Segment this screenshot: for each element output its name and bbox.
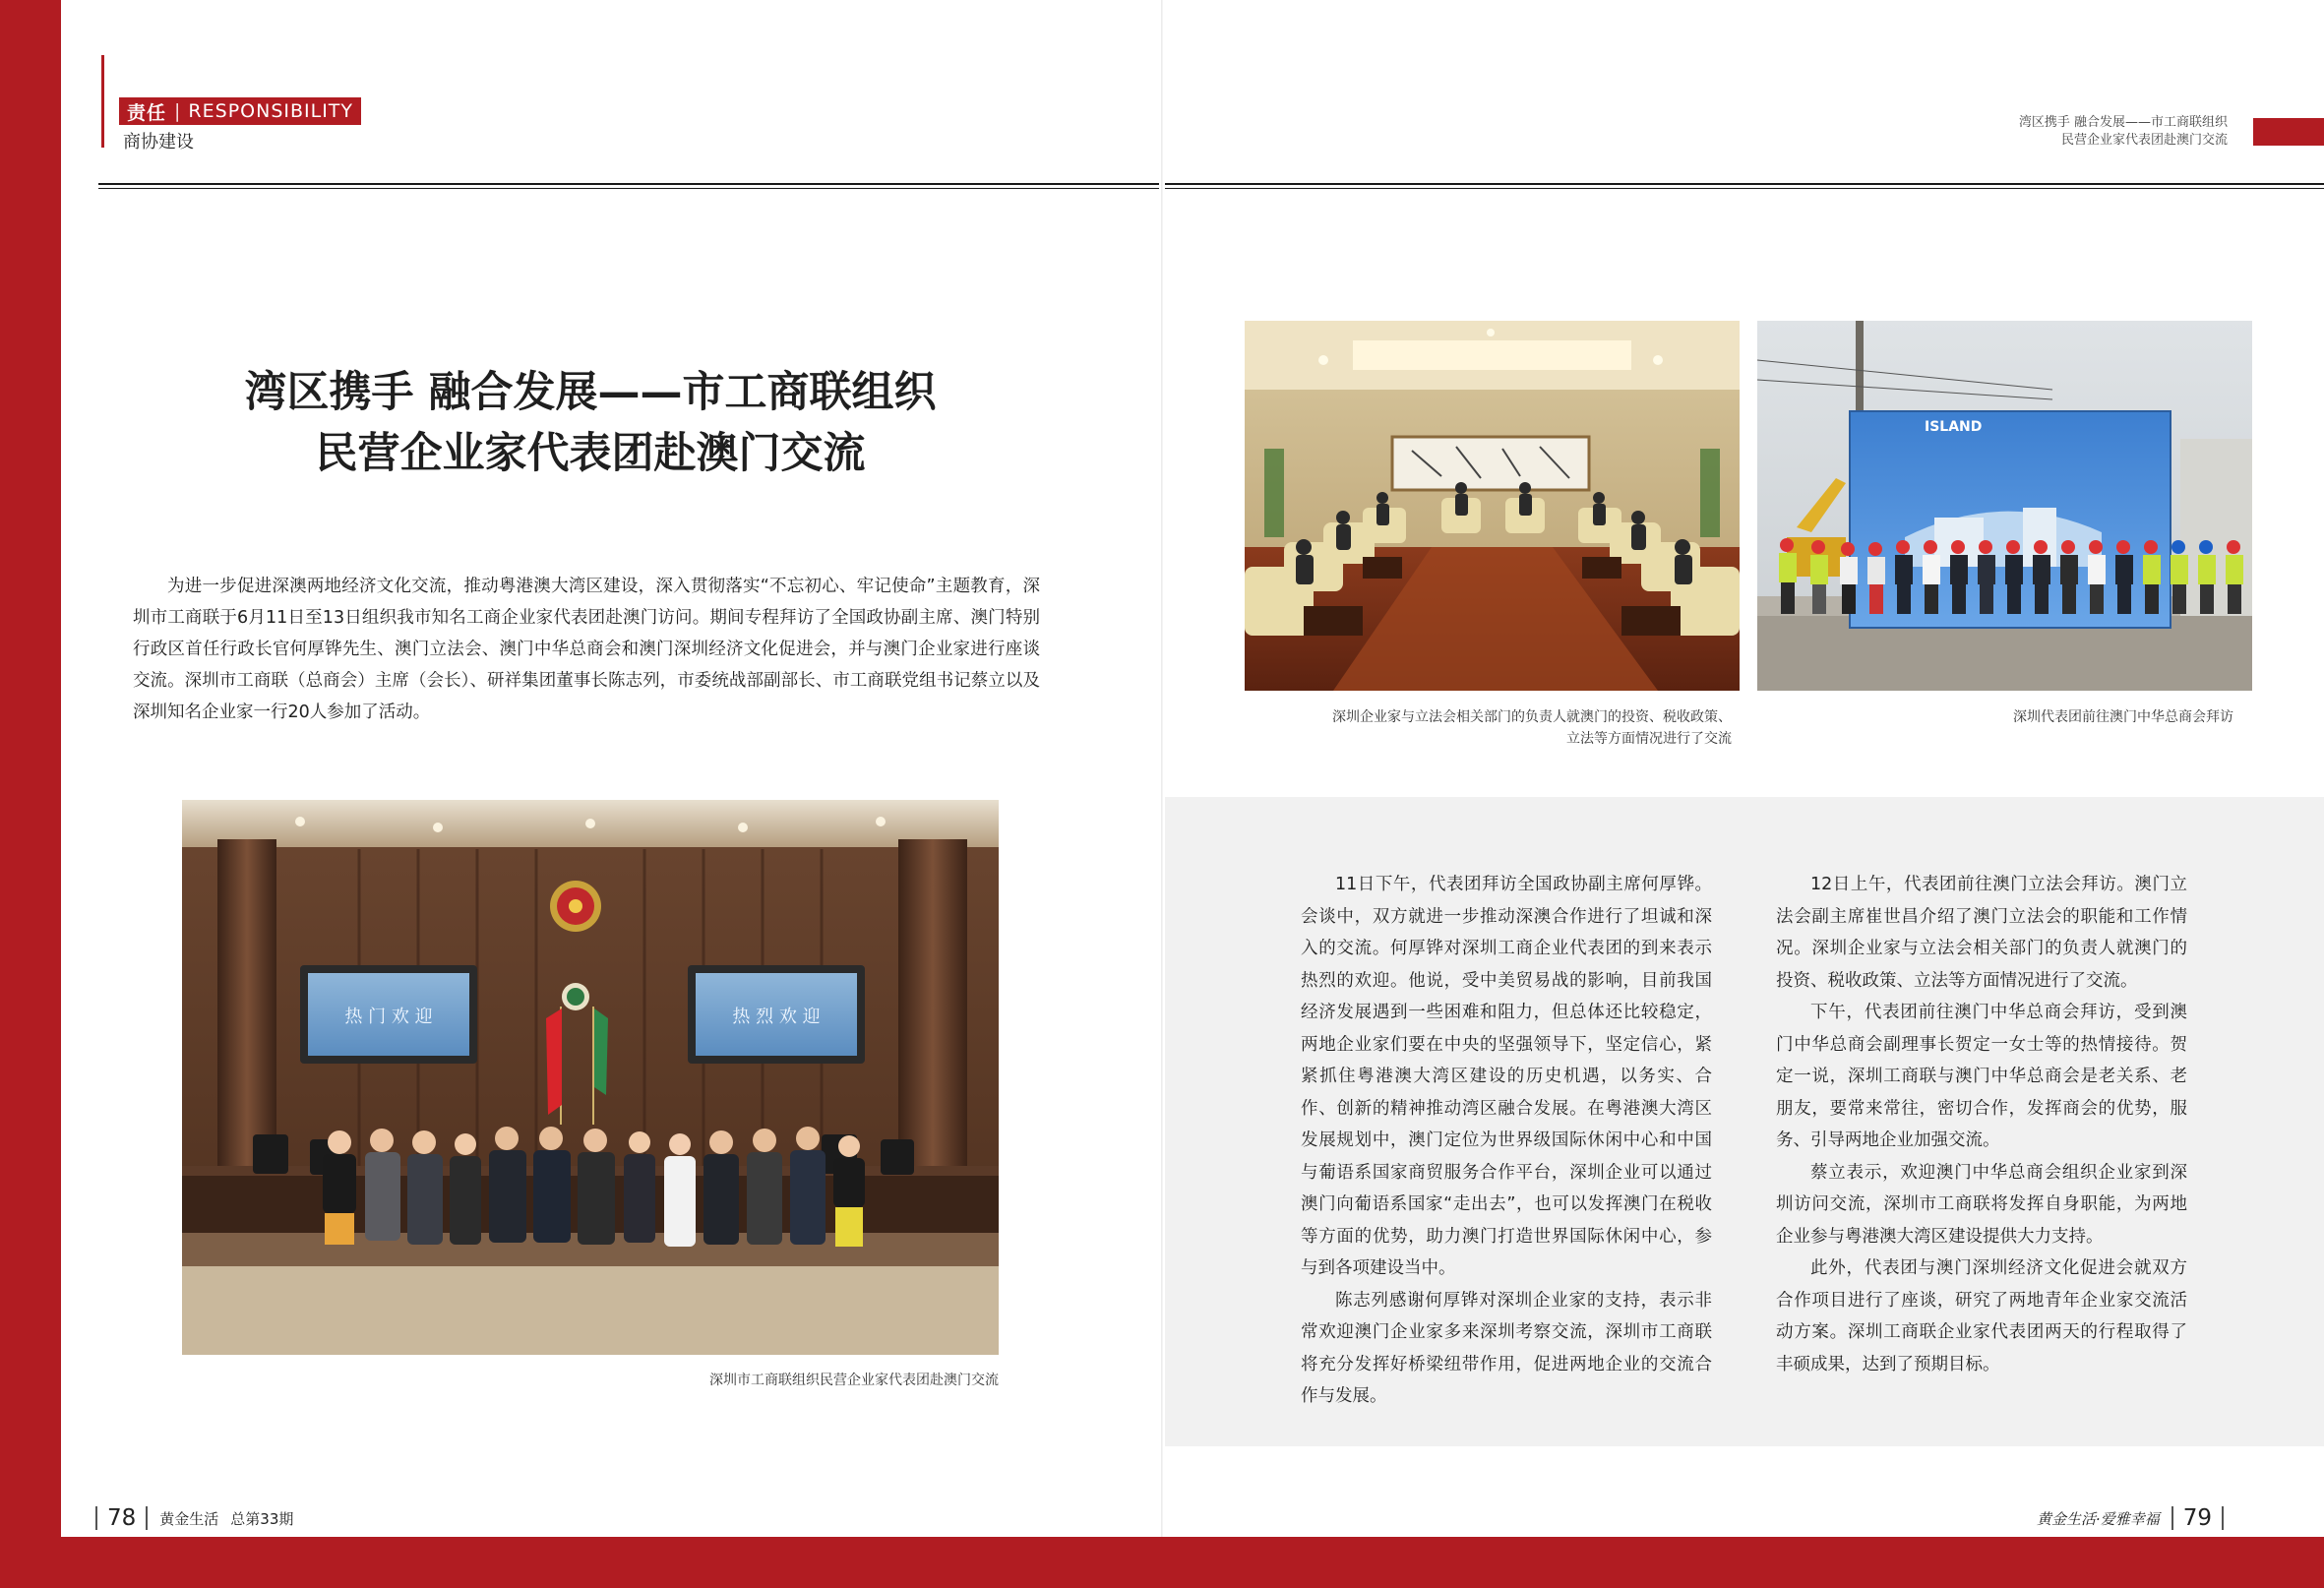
running-head	[1948, 114, 2228, 150]
header-accent-line	[101, 55, 104, 148]
group-photo-image	[182, 800, 999, 1355]
running-head-line1: 湾区携手 融合发展——市工商联组织	[2018, 115, 2228, 130]
section-tag-separator: |	[174, 100, 181, 122]
site-photo-image	[1757, 321, 2252, 691]
body-column-2	[1776, 869, 2187, 1380]
article-title-line1: 湾区携手 融合发展——市工商联组织	[244, 368, 937, 417]
page-fold	[1161, 0, 1163, 1537]
group-photo	[182, 800, 999, 1355]
header-rule-thin	[98, 188, 1159, 189]
article-title-line2: 民营企业家代表团赴澳门交流	[315, 429, 866, 478]
header-rule-thick-right	[1165, 183, 2324, 185]
body-paragraph: 12日上午，代表团前往澳门立法会拜访。澳门立法会副主席崔世昌介绍了澳门立法会的职能和工作情况。深圳企业家与立法会相关部门的负责人就澳门的投资、税收政策、立法等方面情况进行了交流。	[1776, 875, 2187, 991]
body-column-1	[1301, 869, 1712, 1413]
billboard-brand: ISLAND	[1925, 419, 1983, 435]
screen-left-text: 热 门 欢 迎	[344, 1007, 433, 1027]
footer-divider	[95, 1506, 97, 1530]
meeting-caption-line1: 深圳企业家与立法会相关部门的负责人就澳门的投资、税收政策、	[1332, 709, 1732, 725]
section-tag-cn: 责任	[127, 101, 167, 124]
body-paragraph: 下午，代表团前往澳门中华总商会拜访，受到澳门中华总商会副理事长贺定一女士等的热情接待。贺定一说，深圳工商联与澳门中华总商会是老关系、老朋友，要常来常往，密切合作，发挥商会的优势，服务、引导两地企业加强交流。	[1776, 1003, 2187, 1150]
subsection-label: 商协建设	[123, 132, 194, 153]
header-rule-thick	[98, 183, 1159, 185]
footer-divider	[2171, 1506, 2173, 1530]
body-paragraph: 此外，代表团与澳门深圳经济文化促进会就双方合作项目进行了座谈，研究了两地青年企业家交流活动方案。深圳工商联企业家代表团两天的行程取得了丰硕成果，达到了预期目标。	[1776, 1258, 2187, 1374]
section-tag-en: RESPONSIBILITY	[188, 100, 354, 122]
meeting-caption-line2: 立法等方面情况进行了交流	[1566, 731, 1732, 747]
body-paragraph: 陈志列感谢何厚铧对深圳企业家的支持，表示非常欢迎澳门企业家多来深圳考察交流，深圳市工商联将充分发挥好桥梁纽带作用，促进两地企业的交流合作与发展。	[1301, 1290, 1712, 1406]
site-photo-caption: 深圳代表团前往澳门中华总商会拜访	[2013, 709, 2233, 725]
magazine-name: 黄金生活	[159, 1509, 219, 1528]
issue-number: 总第33期	[230, 1509, 294, 1528]
magazine-slogan: 黄金生活·爱雅幸福	[2036, 1509, 2160, 1528]
meeting-photo-image	[1245, 321, 1740, 691]
footer-right	[1988, 1505, 2224, 1531]
section-tag	[119, 97, 361, 125]
running-head-tab	[2253, 118, 2324, 146]
screen-right-text: 热 烈 欢 迎	[732, 1007, 821, 1027]
bottom-red-bar	[0, 1537, 2324, 1588]
site-photo	[1757, 321, 2252, 691]
footer-divider	[2222, 1506, 2224, 1530]
footer-divider	[146, 1506, 148, 1530]
running-head-line2: 民营企业家代表团赴澳门交流	[2060, 133, 2228, 148]
article-intro: 为进一步促进深澳两地经济文化交流，推动粤港澳大湾区建设，深入贯彻落实“不忘初心、牢记使命”主题教育，深圳市工商联于6月11日至13日组织我市知名工商企业家代表团赴澳门访问。期间专程拜访了全国政协副主席、澳门特别行政区首任行政长官何厚铧先生、澳门立法会、澳门中华总商会和澳门深圳经济文化促进会，并与澳门企业家进行座谈交流。深圳市工商联（总商会）主席（会长）、研祥集团董事长陈志列，市委统战部副部长、市工商联党组书记蔡立以及深圳知名企业家一行20人参加了活动。	[133, 577, 1040, 722]
footer-left	[95, 1505, 293, 1531]
meeting-photo-caption	[1245, 706, 1732, 750]
group-photo-caption: 深圳市工商联组织民营企业家代表团赴澳门交流	[709, 1373, 999, 1388]
body-paragraph: 蔡立表示，欢迎澳门中华总商会组织企业家到深圳访问交流，深圳市工商联将发挥自身职能，为两地企业参与粤港澳大湾区建设提供大力支持。	[1776, 1162, 2187, 1247]
article-title	[148, 362, 1033, 484]
body-paragraph: 11日下午，代表团拜访全国政协副主席何厚铧。会谈中，双方就进一步推动深澳合作进行了坦诚和深入的交流。何厚铧对深圳工商企业代表团的到来表示热烈的欢迎。他说，受中美贸易战的影响，目前我国经济发展遇到一些困难和阻力，但总体还比较稳定，两地企业家们要在中央的坚强领导下，坚定信心，紧紧抓住粤港澳大湾区建设的历史机遇，以务实、合作、创新的精神推动湾区融合发展。在粤港澳大湾区发展规划中，澳门定位为世界级国际休闲中心和中国与葡语系国家商贸服务合作平台，深圳企业可以通过澳门向葡语系国家“走出去”，也可以发挥澳门在税收等方面的优势，助力澳门打造世界国际休闲中心，参与到各项建设当中。	[1301, 875, 1712, 1278]
meeting-photo	[1245, 321, 1740, 691]
page-number-left: 78	[107, 1505, 137, 1531]
left-red-bar	[0, 0, 61, 1588]
page-number-right: 79	[2182, 1505, 2212, 1531]
header-rule-thin-right	[1165, 188, 2324, 189]
